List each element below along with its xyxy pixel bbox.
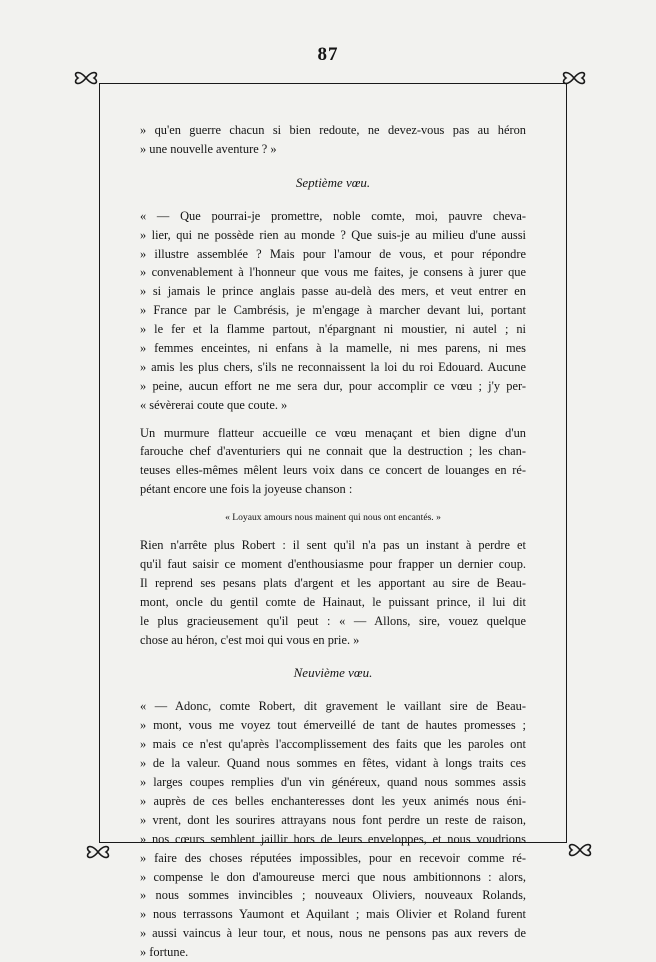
spacer: [140, 649, 526, 662]
text-line: » convenablement à l'honneur que vous me faites, je consens à jurer que: [140, 265, 526, 280]
flourish-icon: [84, 840, 112, 864]
text-line: » lier, qui ne possède rien au monde ? Que suis-je au milieu d'une aussi: [140, 227, 526, 242]
text-line: » de la valeur. Quand nous sommes en fêtes, vidant à longs traits ces: [140, 756, 526, 771]
text-line: » fortune.: [140, 945, 189, 960]
spacer: [140, 415, 526, 424]
text-line: qu'il faut saisir ce moment d'enthousiasme pour frapper un dernier coup.: [140, 557, 526, 572]
page-number: 87: [317, 44, 339, 65]
text-line: « sévèrerai coute que coute. »: [140, 397, 288, 412]
text-line: » faire des choses réputées impossibles, pour en recevoir comme ré-: [140, 850, 526, 865]
section-heading: Septième vœu.: [295, 174, 371, 190]
text-line: « — Adonc, comte Robert, dit gravement le vaillant sire de Beau-: [140, 699, 526, 714]
text-line: » larges coupes remplies d'un vin généreux, quand nous sommes assis: [140, 775, 526, 790]
text-line: » amis les plus chers, s'ils ne reconnaissent la loi du roi Edouard. Aucune: [140, 359, 526, 374]
text-line: » mais ce n'est qu'après l'accomplissement des faits que les paroles ont: [140, 737, 526, 752]
text-line: Un murmure flatteur accueille ce vœu menaçant et bien digne d'un: [140, 425, 526, 440]
text-line: » qu'en guerre chacun si bien redoute, ne devez-vous pas au héron: [140, 123, 526, 137]
text-line: farouche chef d'aventuriers qui ne connait que la destruction ; les chan-: [140, 444, 526, 459]
spacer: [140, 527, 526, 536]
text-line: » mont, vous me voyez tout émerveillé de tant de hautes promesses ;: [140, 718, 526, 733]
text-line: » une nouvelle aventure ? »: [140, 141, 277, 156]
text-line: Rien n'arrête plus Robert : il sent qu'il n'a pas un instant à perdre et: [140, 538, 526, 553]
text-line: » nous sommes invincibles ; nouveaux Oliviers, nouveaux Rolands,: [140, 888, 526, 903]
flourish-icon: [566, 838, 594, 862]
section-heading: Neuvième vœu.: [293, 665, 373, 681]
paragraph: [140, 207, 526, 415]
paragraph: [140, 697, 526, 961]
text-line: » peine, aucun effort ne me sera dur, pour accomplir ce vœu ; j'y per-: [140, 378, 526, 393]
text-line: » nos cœurs semblent jaillir hors de leurs enveloppes, et nous voudrions: [140, 831, 526, 846]
text-line: » femmes enceintes, ni enfans à la mamelle, ni mes parens, ni mes: [140, 341, 526, 356]
text-line: » auprès de ces belles enchanteresses dont les yeux animés nous éni-: [140, 793, 526, 808]
paragraph: [140, 424, 526, 500]
text-line: Il reprend ses pesans plats d'argent et les apportant au sire de Beau-: [140, 575, 526, 590]
text-line: mont, oncle du gentil comte de Hainaut, le puissant prince, il lui dit: [140, 594, 526, 609]
spacer: [140, 194, 526, 207]
song-quote: « Loyaux amours nous mainent qui nous ont encantés. »: [225, 512, 441, 524]
text-line: teuses elles-mêmes mêlent leurs voix dans ce concert de louanges en ré-: [140, 463, 526, 478]
paragraph: [140, 121, 526, 159]
paragraph: [140, 536, 526, 649]
text-line: pétant encore une fois la joyeuse chanson :: [140, 482, 353, 497]
text-line: » compense le don d'amoureuse merci que nous ambitionnons : alors,: [140, 869, 526, 884]
spacer: [140, 684, 526, 697]
text-line: » France par le Cambrésis, je m'engage à marcher devant lui, portant: [140, 303, 526, 318]
page-text-body: [140, 121, 526, 962]
flourish-icon: [72, 66, 100, 90]
text-line: » le fer et la flamme partout, n'épargnant ni moustier, ni autel ; ni: [140, 322, 526, 337]
text-line: » illustre assemblée ? Mais pour l'amour de vous, et pour répondre: [140, 246, 526, 261]
spacer: [140, 499, 526, 508]
flourish-icon: [560, 66, 588, 90]
text-line: le plus gracieusement qu'il peut : « — Allons, sire, vouez quelque: [140, 613, 526, 628]
text-line: » nous terrassons Yaumont et Aquilant ; mais Olivier et Roland furent: [140, 907, 526, 922]
text-line: » si jamais le prince anglais passe au-delà des mers, et veut entrer en: [140, 284, 526, 299]
spacer: [140, 159, 526, 172]
text-line: chose au héron, c'est moi qui vous en prie. »: [140, 632, 360, 647]
text-line: « — Que pourrai-je promettre, noble comte, moi, pauvre cheva-: [140, 208, 526, 223]
text-line: » aussi vaincus à leur tour, et nous, nous ne pensons pas aux revers de: [140, 926, 526, 941]
text-line: » vrent, dont les sourires attrayans nous font perdre un reste de raison,: [140, 812, 526, 827]
